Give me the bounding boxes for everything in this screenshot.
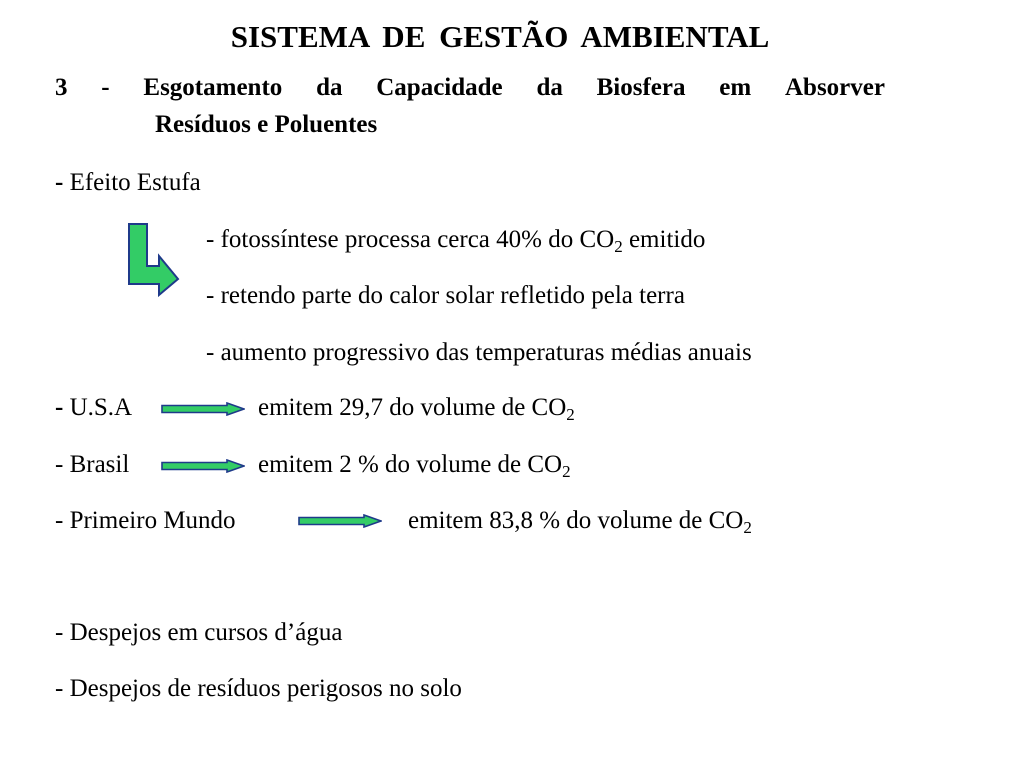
emission-value-brasil bbox=[258, 450, 571, 480]
heading-dash: - bbox=[101, 74, 110, 101]
subscript: 2 bbox=[743, 518, 752, 537]
effect-item: - retendo parte do calor solar refletido pela terra bbox=[206, 282, 685, 309]
subscript: 2 bbox=[566, 405, 575, 424]
effect-item-text: - fotossíntese processa cerca 40% do CO bbox=[206, 226, 615, 253]
right-arrow-icon bbox=[161, 459, 245, 473]
emission-label-usa bbox=[55, 393, 132, 423]
heading-word: Absorver bbox=[784, 74, 885, 101]
emission-text: emitem 2 % do volume de CO bbox=[258, 451, 563, 478]
effect-heading bbox=[55, 168, 201, 198]
effect-dash: - bbox=[55, 169, 64, 196]
right-arrow-icon bbox=[161, 402, 245, 416]
effect-label: Efeito Estufa bbox=[69, 169, 201, 196]
heading-word: Esgotamento bbox=[143, 74, 283, 101]
emission-value-usa bbox=[258, 393, 575, 423]
section-heading-line1 bbox=[55, 73, 885, 103]
other-item: - Despejos em cursos d’água bbox=[55, 619, 343, 646]
heading-word: em bbox=[719, 74, 752, 101]
heading-word: da bbox=[536, 74, 563, 101]
bent-down-right-arrow-icon bbox=[126, 222, 182, 298]
emission-value-primeiro-mundo bbox=[408, 506, 752, 536]
heading-word: Capacidade bbox=[376, 74, 503, 101]
emission-dash: - bbox=[55, 394, 64, 421]
heading-word: Biosfera bbox=[596, 74, 686, 101]
emission-text: emitem 83,8 % do volume de CO bbox=[408, 507, 744, 534]
effect-item bbox=[206, 225, 705, 255]
emission-text: emitem 29,7 do volume de CO bbox=[258, 394, 567, 421]
emission-label-primeiro-mundo: - Primeiro Mundo bbox=[55, 507, 236, 534]
other-item: - Despejos de resíduos perigosos no solo bbox=[55, 675, 462, 702]
emission-label: U.S.A bbox=[63, 394, 133, 421]
heading-number: 3 bbox=[55, 74, 68, 101]
effect-item-text-after: emitido bbox=[622, 226, 706, 253]
slide-title: SISTEMA DE GESTÃO AMBIENTAL bbox=[230, 19, 770, 54]
heading-word: da bbox=[316, 74, 343, 101]
subscript: 2 bbox=[614, 237, 623, 256]
emission-label-brasil: - Brasil bbox=[55, 451, 130, 478]
effect-item: - aumento progressivo das temperaturas médias anuais bbox=[206, 339, 752, 366]
right-arrow-icon bbox=[298, 514, 382, 528]
section-heading-line2: Resíduos e Poluentes bbox=[155, 111, 378, 138]
subscript: 2 bbox=[562, 462, 571, 481]
